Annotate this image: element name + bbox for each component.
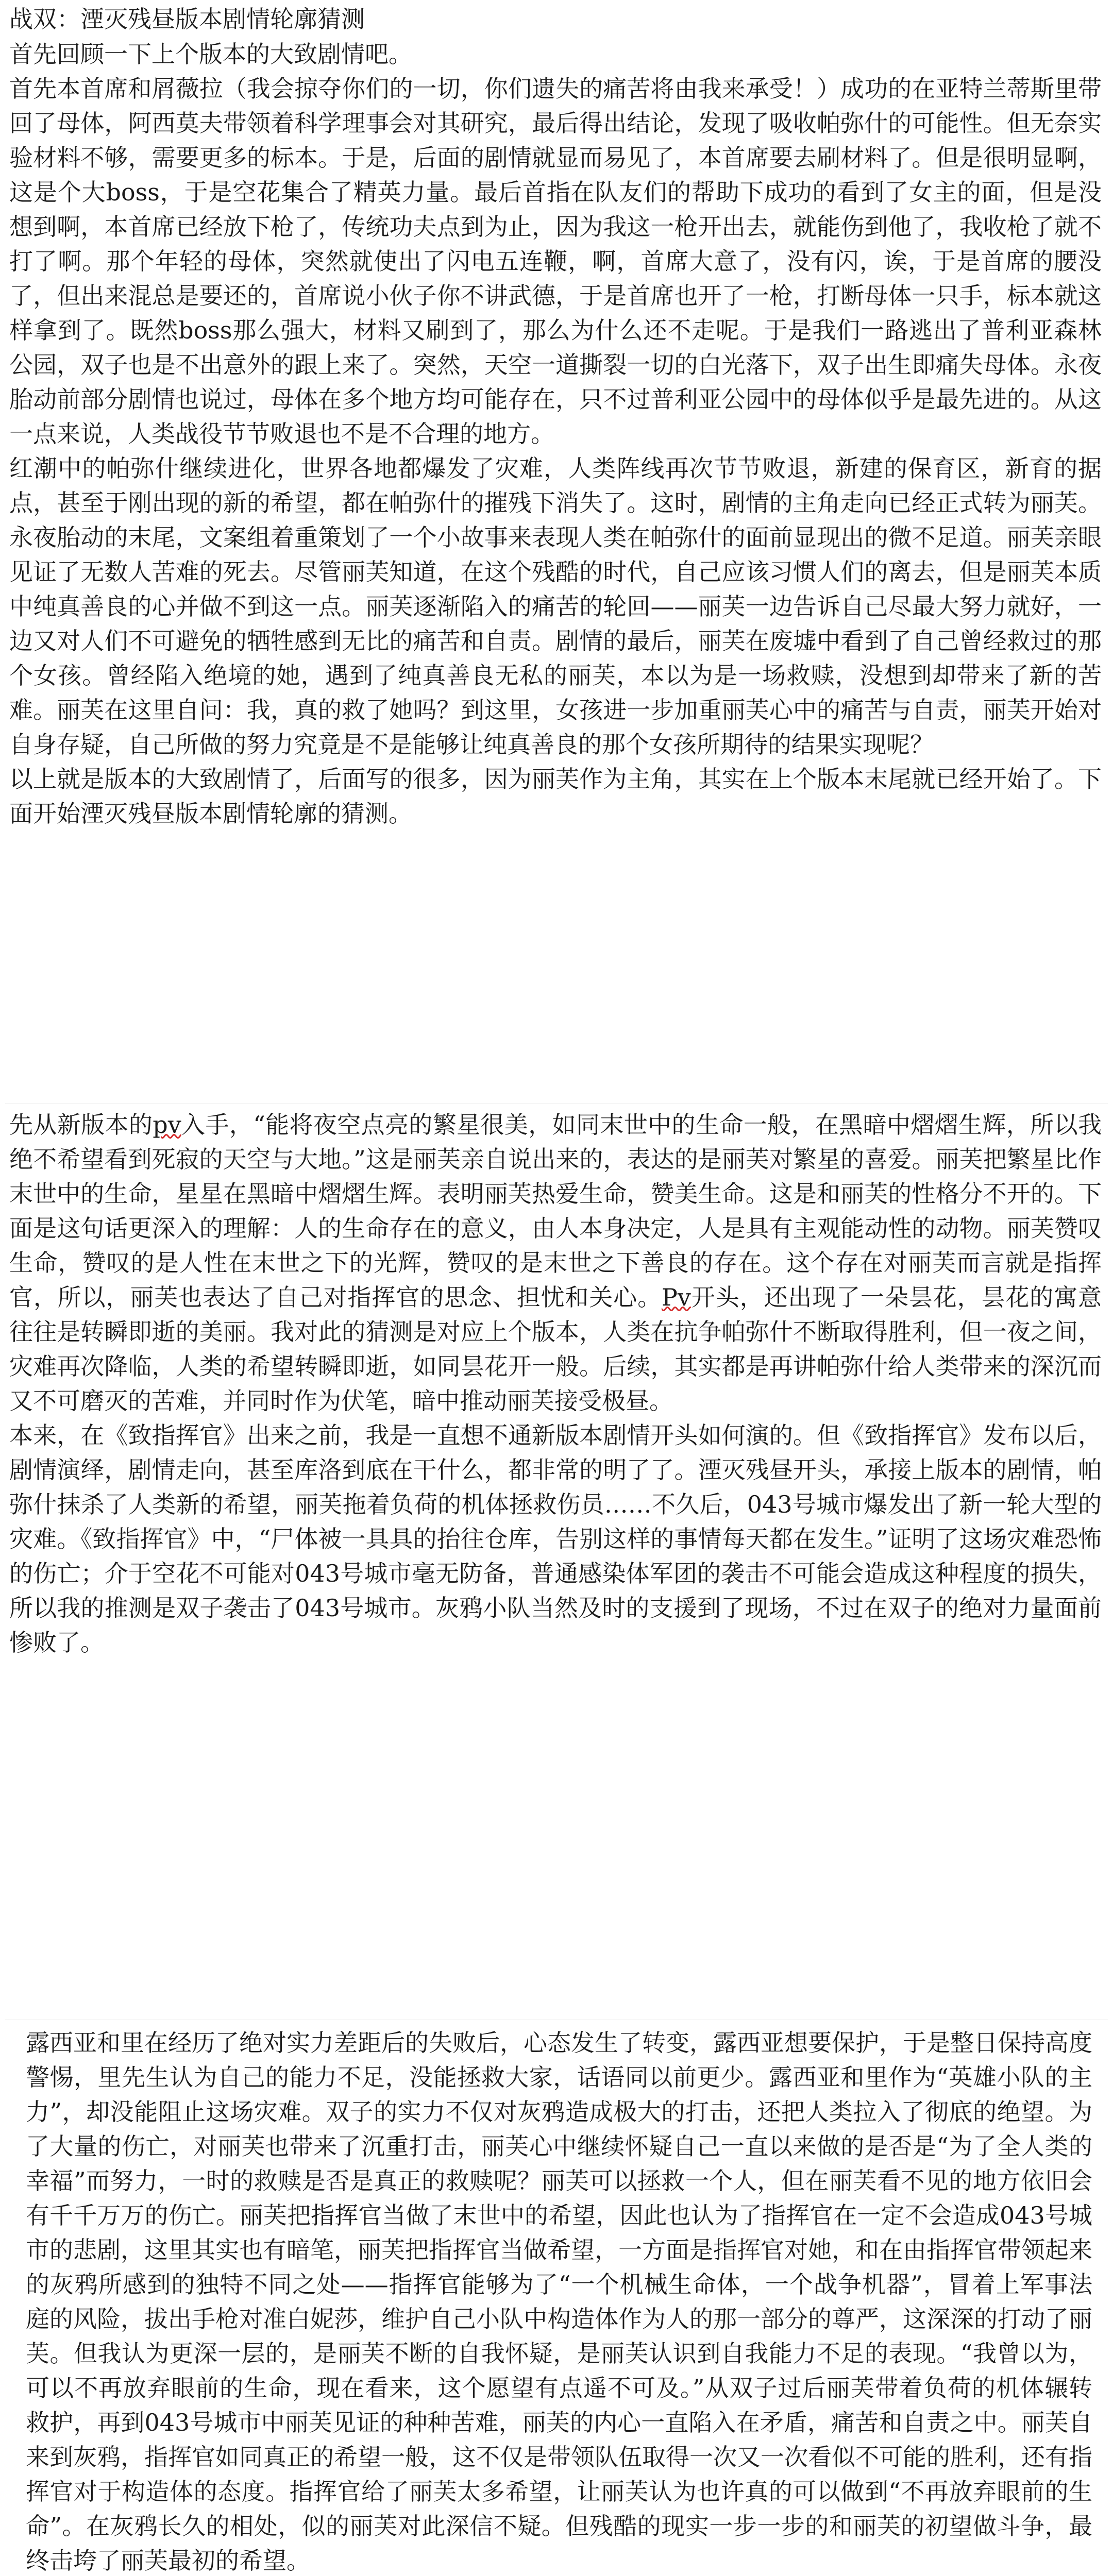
previous-version-recap (9, 37, 1102, 1114)
recap-paragraph-1: 首先本首席和屑薇拉（我会掠夺你们的一切，你们遗失的痛苦将由我来承受！）成功的在亚特兰蒂斯里带回了母体，阿西莫夫带领着科学理事会对其研究，最后得出结论，发现了吸收帕弥什的可能性。但无奈实验材料不够，需要更多的标本。于是，后面的剧情就显而易见了，本首席要去刷材料了。但是很明显啊，这是个大boss，于是空花集合了精英力量。最后首指在队友们的帮助下成功的看到了女主的面，但是没想到啊，本首席已经放下枪了，传统功夫点到为止，因为我这一枪开出去，就能伤到他了，我收枪了就不打了啊。那个年轻的母体，突然就使出了闪电五连鞭，啊，首席大意了，没有闪，诶，于是首席的腰没了，但出来混总是要还的，首席说小伙子你不讲武德，于是首席也开了一枪，打断母体一只手，标本就这样拿到了。既然boss那么强大，材料又刷到了，那么为什么还不走呢。于是我们一路逃出了普利亚森林公园，双子也是不出意外的跟上来了。突然，天空一道撕裂一切的白光落下，双子出生即痛失母体。永夜胎动前部分剧情也说过，母体在多个地方均可能存在，只不过普利亚公园中的母体似乎是最先进的。从这一点来说，人类战役节节败退也不是不合理的地方。 (9, 75, 1102, 448)
recap-paragraph-2: 红潮中的帕弥什继续进化，世界各地都爆发了灾难，人类阵线再次节节败退，新建的保育区，新育的据点，甚至于刚出现的新的希望，都在帕弥什的摧残下消失了。这时，剧情的主角走向已经正式转为丽芙。永夜胎动的末尾，文案组着重策划了一个小故事来表现人类在帕弥什的面前显现出的微不足道。丽芙亲眼见证了无数人苦难的死去。尽管丽芙知道，在这个残酷的时代，自己应该习惯人们的离去，但是丽芙本质中纯真善良的心并做不到这一点。丽芙逐渐陷入的痛苦的轮回——丽芙一边告诉自己尽最大努力就好，一边又对人们不可避免的牺牲感到无比的痛苦和自责。剧情的最后，丽芙在废墟中看到了自己曾经救过的那个女孩。曾经陷入绝境的她，遇到了纯真善良无私的丽芙，本以为是一场救赎，没想到却带来了新的苦难。丽芙在这里自问：我，真的救了她吗？到这里，女孩进一步加重丽芙心中的痛苦与自责，丽芙开始对自身存疑，自己所做的努力究竟是不是能够让纯真善良的那个女孩所期待的结果实现呢？ (9, 454, 1102, 758)
pv-text-c: 开头，还出现了一朵昙花，昙花的寓意往往是转瞬即逝的美丽。我对此的猜测是对应上个版本，人类在抗争帕弥什不断取得胜利，但一夜之间，灾难再次降临，人类的希望转瞬即逝，如同昙花开一般。后续，其实都是再讲帕弥什给人类带来的深沉而又不可磨灭的苦难，并同时作为伏笔，暗中推动丽芙接受极昼。 (9, 1283, 1102, 1415)
recap-intro: 首先回顾一下上个版本的大致剧情吧。 (9, 40, 412, 68)
pv-link[interactable]: pv (153, 1111, 181, 1139)
pv-text-a: 先从新版本的 (9, 1111, 153, 1139)
commander-letter-paragraph: 本来，在《致指挥官》出来之前，我是一直想不通新版本剧情开头如何演的。但《致指挥官》发布以后，剧情演绎，剧情走向，甚至库洛到底在干什么，都非常的明了了。湮灭残昼开头，承接上版本的剧情，帕弥什抹杀了人类新的希望，丽芙拖着负荷的机体拯救伤员……不久后，043号城市爆发出了新一轮大型的灾难。《致指挥官》中，“尸体被一具具的抬往仓库，告别这样的事情每天都在发生。”证明了这场灾难恐怖的伤亡；介于空花不可能对043号城市毫无防备，普通感染体军团的袭击不可能会造成这种程度的损失，所以我的推测是双子袭击了043号城市。灰鸦小队当然及时的支援到了现场，不过在双子的绝对力量面前惨败了。 (9, 1421, 1102, 1656)
document-title: 战双：湮灭残昼版本剧情轮廓猜测 (9, 5, 365, 33)
liv-story-section (26, 2026, 1092, 2576)
pv-text-b: 入手，“能将夜空点亮的繁星很美，如同末世中的生命一般，在黑暗中熠熠生辉，所以我绝不希望看到死寂的天空与大地。”这是丽芙亲自说出来的，表达的是丽芙对繁星的喜爱。丽芙把繁星比作末世中的生命，星星在黑暗中熠熠生辉。表明丽芙热爱生命，赞美生命。这是和丽芙的性格分不开的。下面是这句话更深入的理解：人的生命存在的意义，由人本身决定，人是具有主观能动性的动物。丽芙赞叹生命，赞叹的是人性在末世之下的光辉，赞叹的是末世之下善良的存在。这个存在对丽芙而言就是指挥官，所以，丽芙也表达了自己对指挥官的思念、担忧和关心。 (9, 1111, 1102, 1311)
pv-link[interactable]: Pv (661, 1283, 691, 1311)
recap-paragraph-3: 以上就是版本的大致剧情了，后面写的很多，因为丽芙作为主角，其实在上个版本末尾就已经开始了。下面开始湮灭残昼版本剧情轮廓的猜测。 (9, 765, 1102, 827)
story-paragraph-1: 露西亚和里在经历了绝对实力差距后的失败后，心态发生了转变，露西亚想要保护，于是整日保持高度警惕，里先生认为自己的能力不足，没能拯救大家，话语同以前更少。露西亚和里作为“英雄小队的主力”，却没能阻止这场灾难。双子的实力不仅对灰鸦造成极大的打击，还把人类拉入了彻底的绝望。为了大量的伤亡，对丽芙也带来了沉重打击，丽芙心中继续怀疑自己一直以来做的是否是“为了全人类的幸福”而努力，一时的救赎是否是真正的救赎呢？丽芙可以拯救一个人，但在丽芙看不见的地方依旧会有千千万万的伤亡。丽芙把指挥官当做了末世中的希望，因此也认为了指挥官在一定不会造成043号城市的悲剧，这里其实也有暗笔，丽芙把指挥官当做希望，一方面是指挥官对她，和在由指挥官带领起来的灰鸦所感到的独特不同之处——指挥官能够为了“一个机械生命体，一个战争机器”，冒着上军事法庭的风险，拔出手枪对准白妮莎，维护自己小队中构造体作为人的那一部分的尊严，这深深的打动了丽芙。但我认为更深一层的，是丽芙不断的自我怀疑，是丽芙认识到自我能力不足的表现。“我曾以为，可以不再放弃眼前的生命，现在看来，这个愿望有点遥不可及。”从双子过后丽芙带着负荷的机体辗转救护，再到043号城市中丽芙见证的种种苦难，丽芙的内心一直陷入在矛盾，痛苦和自责之中。丽芙自来到灰鸦，指挥官如同真正的希望一般，这不仅是带领队伍取得一次又一次看似不可能的胜利，还有指挥官对于构造体的态度。指挥官给了丽芙太多希望，让丽芙认为也许真的可以做到“不再放弃眼前的生命”。在灰鸦长久的相处，似的丽芙对此深信不疑。但残酷的现实一步一步的和丽芙的初望做斗争，最终击垮了丽芙最初的希望。 (26, 2029, 1092, 2574)
pv-analysis-section (9, 1108, 1102, 2009)
